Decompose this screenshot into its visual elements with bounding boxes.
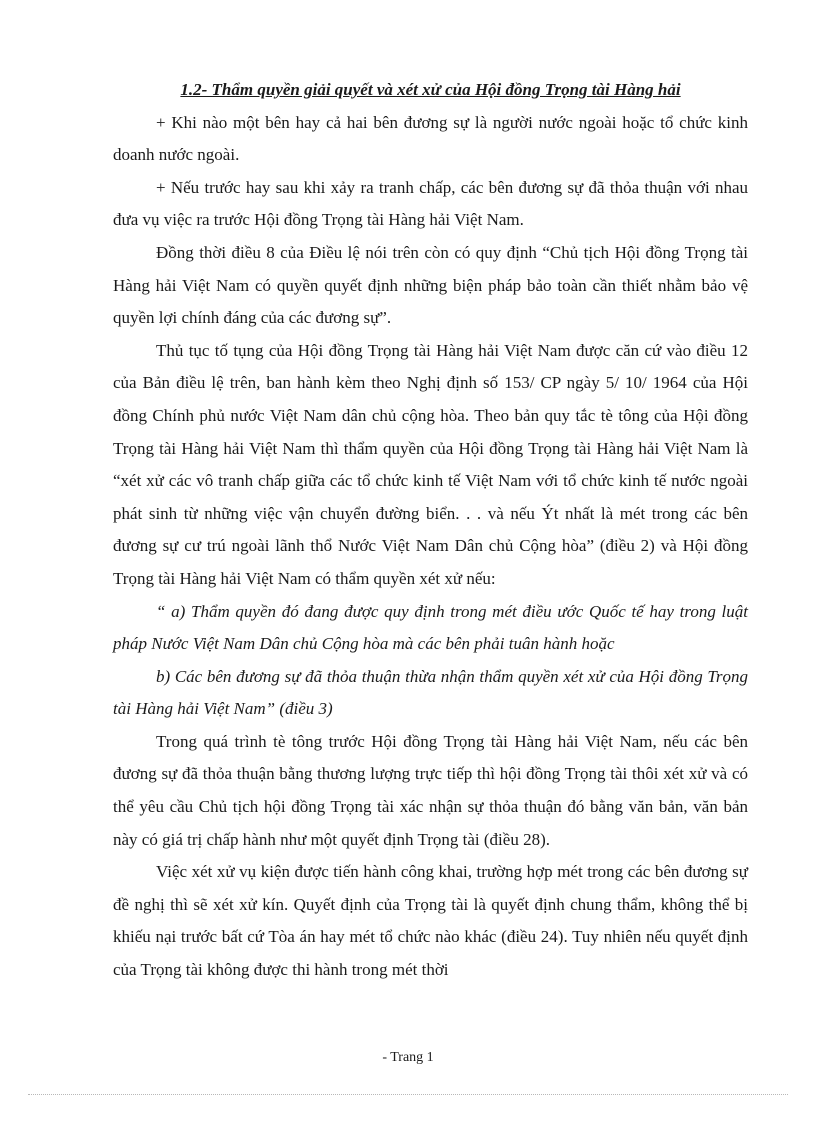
section-heading: 1.2- Thẩm quyền giải quyết và xét xử của Hội đồng Trọng tài Hàng hải xyxy=(180,80,681,99)
page-bottom-divider xyxy=(28,1094,788,1095)
quote-paragraph-a: “ a) Thẩm quyền đó đang được quy định trong mét điều ước Quốc tế hay trong luật pháp Nước Việt Nam Dân chủ Cộng hòa mà các bên phải tuân hành hoặc xyxy=(113,601,748,654)
document-body xyxy=(113,74,748,987)
paragraph-2: + Nếu trước hay sau khi xảy ra tranh chấp, các bên đương sự đã thỏa thuận với nhau đưa vụ việc ra trước Hội đồng Trọng tài Hàng hải Việt Nam. xyxy=(113,177,748,230)
quote-paragraph-b: b) Các bên đương sự đã thỏa thuận thừa nhận thẩm quyền xét xử của Hội đồng Trọng tài Hàng hải Việt Nam” (điều 3) xyxy=(113,666,748,719)
paragraph-1: + Khi nào một bên hay cả hai bên đương sự là người nước ngoài hoặc tổ chức kinh doanh nước ngoài. xyxy=(113,112,748,165)
paragraph-3: Đồng thời điều 8 của Điều lệ nói trên còn có quy định “Chủ tịch Hội đồng Trọng tài Hàng hải Việt Nam có quyền quyết định những biện pháp bảo toàn cần thiết nhằm bảo vệ quyền lợi chính đáng của các đương sự”. xyxy=(113,242,748,328)
paragraph-8: Việc xét xử vụ kiện được tiến hành công khai, trường hợp mét trong các bên đương sự đề nghị thì sẽ xét xử kín. Quyết định của Trọng tài là quyết định chung thẩm, không thể bị khiếu nại trước bất cứ Tòa án hay mét tổ chức nào khác (điều 24). Tuy nhiên nếu quyết định của Trọng tài không được thi hành trong mét thời xyxy=(113,862,748,980)
paragraph-4: Thủ tục tố tụng của Hội đồng Trọng tài Hàng hải Việt Nam được căn cứ vào điều 12 của Bản điều lệ trên, ban hành kèm theo Nghị định số 153/ CP ngày 5/ 10/ 1964 của Hội đồng Chính phủ nước Việt Nam dân chủ cộng hòa. Theo bản quy tắc tè tông của Hội đồng Trọng tài Hàng hải Việt Nam thì thẩm quyền của Hội đồng Trọng tài Hàng hải Việt Nam là “xét xử các vô tranh chấp giữa các tổ chức kinh tế Việt Nam với tổ chức kinh tế nước ngoài phát sinh từ những việc vận chuyển đường biển. . . và nếu Ýt nhất là mét trong các bên đương sự cư trú ngoài lãnh thổ Nước Việt Nam Dân chủ Cộng hòa” (điều 2) và Hội đồng Trọng tài Hàng hải Việt Nam có thẩm quyền xét xử nếu: xyxy=(113,340,748,588)
paragraph-7: Trong quá trình tè tông trước Hội đồng Trọng tài Hàng hải Việt Nam, nếu các bên đương sự đã thỏa thuận bằng thương lượng trực tiếp thì hội đồng Trọng tài thôi xét xử và có thể yêu cầu Chủ tịch hội đồng Trọng tài xác nhận sự thỏa thuận đó bằng văn bản, văn bản này có giá trị chấp hành như một quyết định Trọng tài (điều 28). xyxy=(113,731,748,849)
page-number-footer: - Trang 1 xyxy=(382,1050,434,1065)
